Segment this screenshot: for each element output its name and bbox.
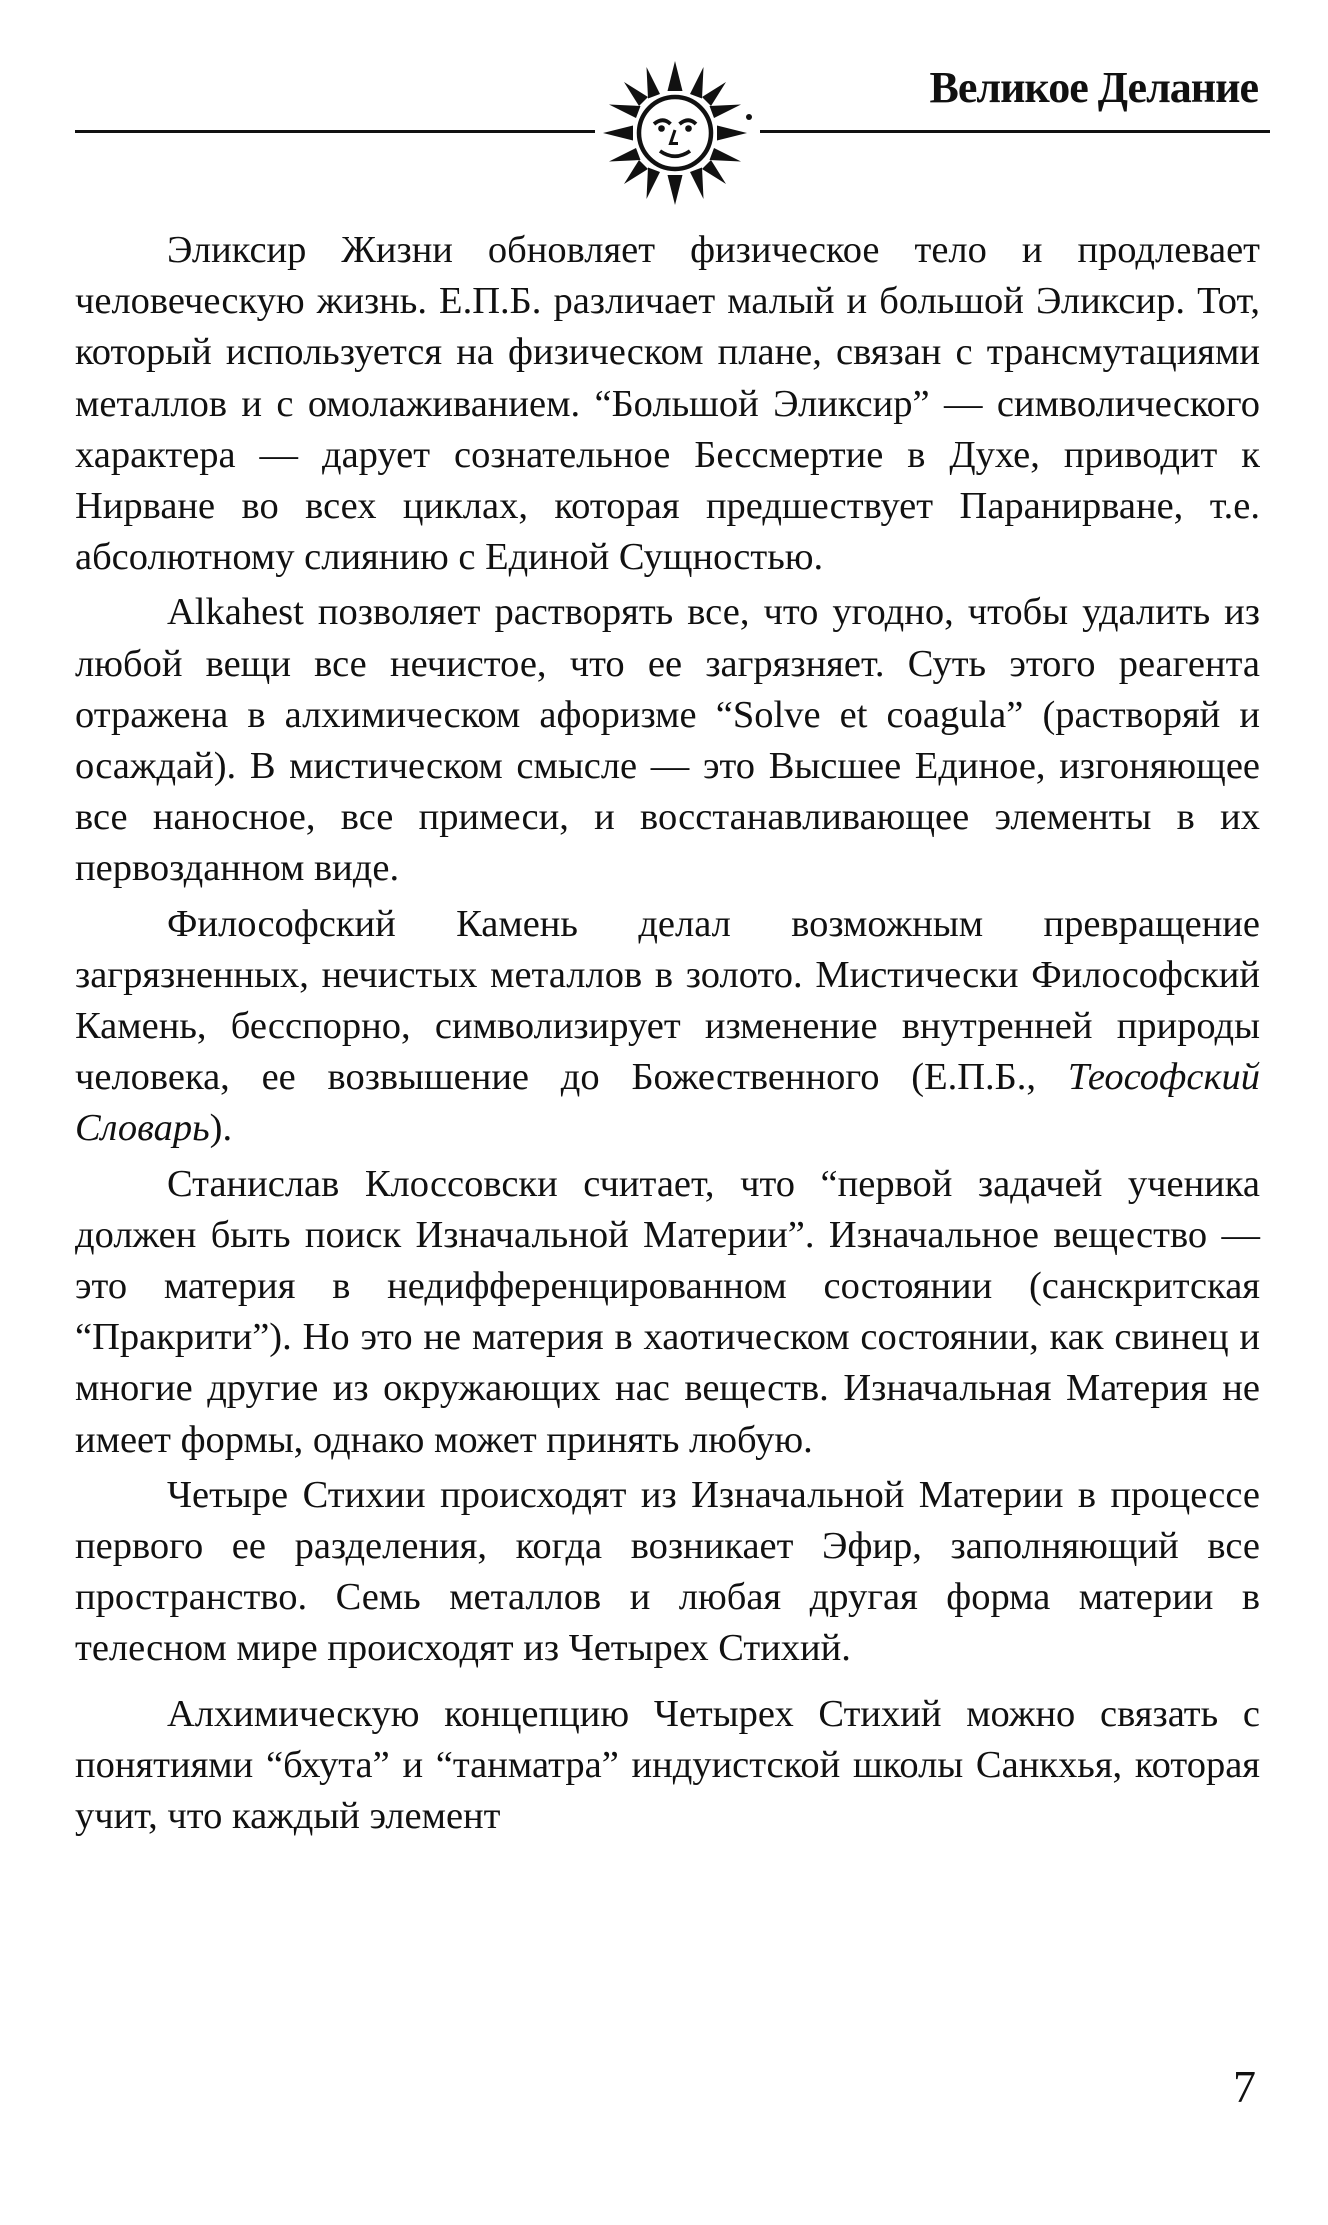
header-dot <box>746 114 752 120</box>
paragraph: Четыре Стихии происходят из Изначальной Материи в процессе первого ее разделения, когда возникает Эфир, заполняющий все пространство. Семь металлов и любая другая форма материи в телесном мире происходят из Четырех Стихий. <box>75 1473 1260 1670</box>
page-header <box>0 0 1328 200</box>
paragraph: Станислав Клоссовски считает, что “первой задачей ученика должен быть поиск Изначальной Материи”. Изначальное вещество — это материя в недифференцированном состоянии (санскритская “Пракрити”). Но это не материя в хаотическом состоянии, как свинец и многие другие из окружающих нас веществ. Изначальная Материя не имеет формы, однако может принять любую. <box>75 1162 1260 1461</box>
header-rule-right <box>760 130 1270 133</box>
paragraph: Alkahest позволяет растворять все, что угодно, чтобы удалить из любой вещи все нечистое, что ее загрязняет. Суть этого реагента отражена в алхимическом афоризме “Solve et coagula” (растворяй и осаждай). В мистическом смысле — это Высшее Единое, изгоняющее все наносное, все примеси, и восстанавливающее элементы в их первозданном виде. <box>75 591 1260 890</box>
sun-face-icon <box>600 58 750 208</box>
body-text <box>75 225 1260 1842</box>
page-number: 7 <box>1233 2061 1256 2112</box>
header-rule-left <box>75 130 595 133</box>
paragraph-text: Философский Камень делал возможным превращение загрязненных, нечистых металлов в золото. Мистически Философский Камень, бесспорно, символизирует изменение внутренней природы человека, ее возвышение до Божественного (Е.П.Б., <box>75 902 1260 1099</box>
book-title: Теософский Словарь <box>75 1056 1260 1150</box>
paragraph: Эликсир Жизни обновляет физическое тело и продлевает человеческую жизнь. Е.П.Б. различает малый и большой Эликсир. Тот, который используется на физическом плане, связан с трансмутациями металлов и с омолаживанием. “Большой Эликсир” — символического характера — дарует сознательное Бессмертие в Духе, приводит к Нирване во всех циклах, которая предшествует Паранирване, т.е. абсолютному слиянию с Единой Сущностью. <box>75 229 1260 579</box>
paragraph <box>75 899 1260 1155</box>
paragraph-tail: ). <box>209 1107 233 1150</box>
paragraph: Алхимическую концепцию Четырех Стихий можно связать с понятиями “бхута” и “танматра” индуистской школы Санкхья, которая учит, что каждый элемент <box>75 1692 1260 1838</box>
running-title: Великое Делание <box>929 63 1258 112</box>
